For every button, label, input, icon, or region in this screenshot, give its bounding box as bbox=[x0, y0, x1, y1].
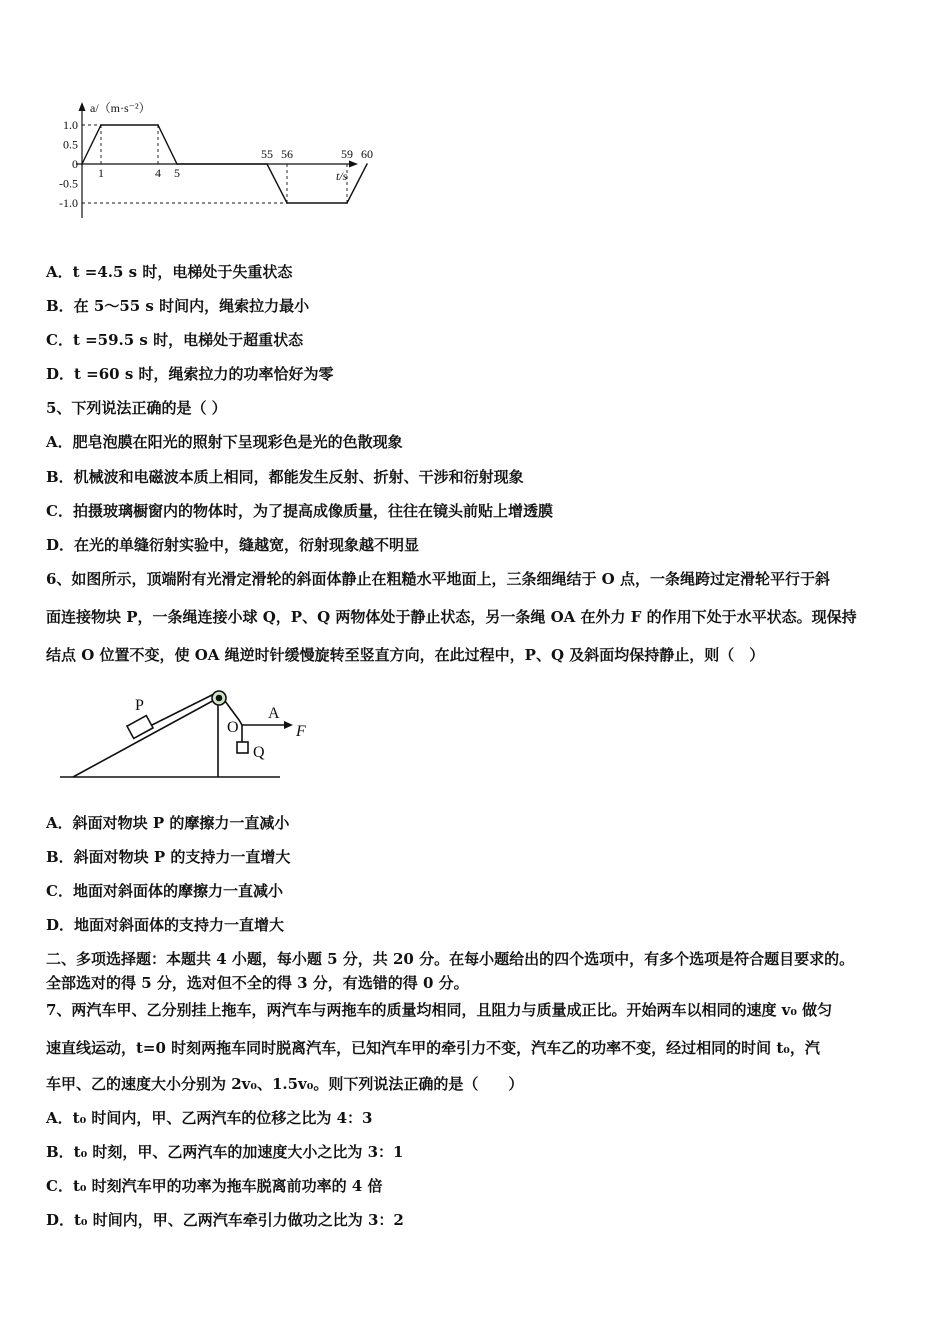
q6-stem-line-2: 面连接物块 P，一条绳连接小球 Q，P、Q 两物体处于静止状态，另一条绳 OA 在外力 F 的作用下处于水平状态。现保持 bbox=[46, 608, 857, 626]
x-tick-label: 55 bbox=[261, 147, 273, 161]
rope-to-block bbox=[152, 693, 216, 725]
q5-option-b: B．机械波和电磁波本质上相同，都能发生反射、折射、干涉和衍射现象 bbox=[46, 468, 524, 486]
q6-option-d: D．地面对斜面体的支持力一直增大 bbox=[46, 916, 285, 934]
x-tick-label: 1 bbox=[98, 166, 104, 180]
data-point bbox=[346, 202, 348, 204]
q7-option-c: C．t₀ 时刻汽车甲的功率为拖车脱离前功率的 4 倍 bbox=[46, 1177, 383, 1195]
x-tick-label: 4 bbox=[155, 166, 161, 180]
q7-stem-line-1: 7、两汽车甲、乙分别挂上拖车，两汽车与两拖车的质量均相同，且阻力与质量成正比。开始两车以相同的速度 v₀ 做匀 bbox=[46, 1001, 833, 1019]
data-point bbox=[266, 163, 268, 165]
x-axis-label: t/s bbox=[336, 169, 348, 183]
q7-stem-line-2: 速直线运动，t=0 时刻两拖车同时脱离汽车，已知汽车甲的牵引力不变，汽车乙的功率不变，经过相同的时间 t₀，汽 bbox=[46, 1039, 820, 1057]
label-q: Q bbox=[253, 744, 265, 761]
incline-pulley-figure bbox=[55, 680, 325, 785]
x-tick-label: 56 bbox=[281, 147, 293, 161]
data-point bbox=[157, 124, 159, 126]
q6-option-b: B．斜面对物块 P 的支持力一直增大 bbox=[46, 848, 291, 866]
q5-option-d: D．在光的单缝衍射实验中，缝越宽，衍射现象越不明显 bbox=[46, 536, 420, 554]
q7-stem-line-3: 车甲、乙的速度大小分别为 2v₀、1.5v₀。则下列说法正确的是（ ） bbox=[46, 1075, 524, 1093]
q6-option-c: C．地面对斜面体的摩擦力一直减小 bbox=[46, 882, 283, 900]
data-point bbox=[286, 202, 288, 204]
q4-option-a: A．t =4.5 s 时，电梯处于失重状态 bbox=[46, 263, 293, 281]
y-tick-label: -0.5 bbox=[59, 176, 78, 191]
q7-option-b: B．t₀ 时刻，甲、乙两汽车的加速度大小之比为 3：1 bbox=[46, 1143, 404, 1161]
q6-stem-line-1: 6、如图所示，顶端附有光滑定滑轮的斜面体静止在粗糙水平地面上，三条细绳结于 O 点，一条绳跨过定滑轮平行于斜 bbox=[46, 570, 830, 588]
x-tick-label: 60 bbox=[361, 147, 373, 161]
data-point bbox=[100, 124, 102, 126]
y-tick-label: 1.0 bbox=[63, 118, 78, 132]
section2-heading-line-1: 二、多项选择题：本题共 4 小题，每小题 5 分，共 20 分。在每小题给出的四个选项中，有多个选项是符合题目要求的。 bbox=[46, 950, 855, 968]
y-tick-label: -1.0 bbox=[59, 196, 78, 210]
q7-option-a: A．t₀ 时间内，甲、乙两汽车的位移之比为 4：3 bbox=[46, 1109, 373, 1127]
q4-option-c: C．t =59.5 s 时，电梯处于超重状态 bbox=[46, 331, 304, 349]
data-point bbox=[176, 163, 178, 165]
q4-option-d: D．t =60 s 时，绳索拉力的功率恰好为零 bbox=[46, 365, 334, 383]
block-q bbox=[237, 742, 248, 753]
arrow-head-icon bbox=[284, 721, 293, 729]
x-tick-label: 5 bbox=[174, 166, 180, 180]
label-p: P bbox=[135, 697, 144, 714]
incline-surface bbox=[73, 698, 218, 777]
q7-option-d: D．t₀ 时间内，甲、乙两汽车牵引力做功之比为 3：2 bbox=[46, 1211, 404, 1229]
y-axis-label: a/（m·s⁻²） bbox=[90, 101, 151, 115]
q5-stem: 5、下列说法正确的是（ ） bbox=[46, 399, 227, 417]
time-axis-arrow-icon bbox=[349, 161, 358, 168]
q6-option-a: A．斜面对物块 P 的摩擦力一直减小 bbox=[46, 814, 290, 832]
x-tick-label: 59 bbox=[341, 147, 353, 161]
y-tick-label: 0.5 bbox=[63, 137, 78, 152]
label-a: A bbox=[268, 705, 280, 722]
section2-heading-line-2: 全部选对的得 5 分，选对但不全的得 3 分，有选错的得 0 分。 bbox=[46, 974, 469, 992]
q5-option-a: A．肥皂泡膜在阳光的照射下呈现彩色是光的色散现象 bbox=[46, 433, 403, 451]
data-point bbox=[366, 163, 368, 165]
acceleration-time-chart bbox=[40, 96, 373, 222]
label-o: O bbox=[227, 719, 239, 736]
label-f: F bbox=[296, 723, 306, 740]
accel-axis-arrow-icon bbox=[79, 102, 86, 111]
q5-option-c: C．拍摄玻璃橱窗内的物体时，为了提高成像质量，往往在镜头前贴上增透膜 bbox=[46, 502, 553, 520]
q4-option-b: B．在 5～55 s 时间内，绳索拉力最小 bbox=[46, 297, 310, 315]
y-tick-label: 0 bbox=[72, 157, 78, 171]
q6-stem-line-3: 结点 O 位置不变，使 OA 绳逆时针缓慢旋转至竖直方向，在此过程中，P、Q 及斜面均保持静止，则（ ） bbox=[46, 646, 765, 664]
data-point bbox=[81, 163, 83, 165]
